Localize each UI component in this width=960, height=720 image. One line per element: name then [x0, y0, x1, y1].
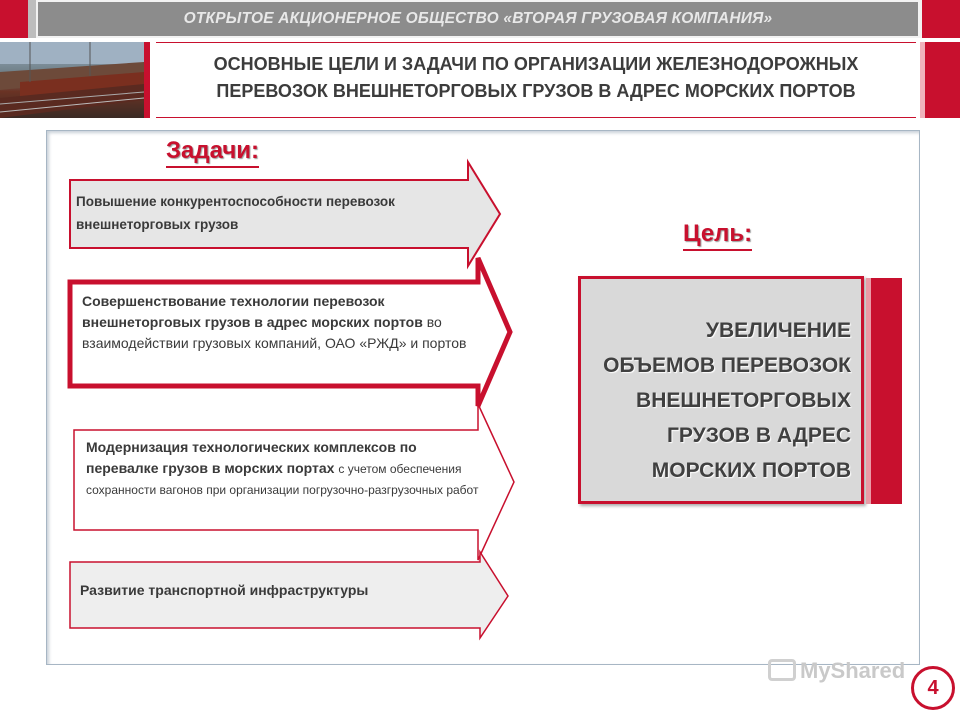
railway-photo	[0, 42, 150, 118]
company-bar	[0, 0, 960, 38]
company-bar-panel	[38, 2, 918, 36]
header-right-accent	[920, 42, 960, 118]
goal-line-5: МОРСКИХ ПОРТОВ	[651, 459, 851, 482]
watermark	[768, 658, 905, 684]
goal-line-4: ГРУЗОВ В АДРЕС	[667, 424, 851, 447]
company-name: ОТКРЫТОЕ АКЦИОНЕРНОЕ ОБЩЕСТВО «ВТОРАЯ ГРУЗОВАЯ КОМПАНИЯ»	[183, 10, 773, 27]
goal-line-1: УВЕЛИЧЕНИЕ	[705, 319, 851, 342]
tasks-heading: Задачи:	[166, 137, 260, 164]
task-arrow-3	[74, 404, 514, 560]
task-arrow-2	[70, 258, 510, 406]
slide-title-line-2: ПЕРЕВОЗОК ВНЕШНЕТОРГОВЫХ ГРУЗОВ В АДРЕС МОРСКИХ ПОРТОВ	[216, 81, 856, 101]
company-bar-left-accent	[0, 0, 28, 38]
company-bar-left-stripe	[28, 0, 36, 38]
task-text-1: Повышение конкурентоспособности перевозок внешнеторговых грузов	[76, 194, 395, 232]
watermark-text: MyShared	[800, 658, 906, 683]
company-bar-right-accent	[922, 0, 960, 38]
goal-box	[578, 276, 864, 504]
goal-side-bar	[866, 278, 902, 504]
task-arrow-1	[70, 162, 500, 266]
goal-heading: Цель:	[683, 220, 753, 247]
task-text-2-bold: Совершенствование технологии перевозок внешнеторговых грузов в адрес морских портов	[82, 293, 423, 330]
page-number: 4	[911, 666, 955, 710]
goal-line-3: ВНЕШНЕТОРГОВЫХ	[636, 389, 851, 412]
task-text-3-rest: с учетом обеспечения сохранности вагонов при организации погрузочно-разгрузочных работ	[86, 462, 479, 497]
task-text-3	[86, 437, 486, 500]
task-text-2-rest: во взаимодействии грузовых компаний, ОАО «РЖД» и портов	[82, 314, 467, 351]
slide-title-line-1: ОСНОВНЫЕ ЦЕЛИ И ЗАДАЧИ ПО ОРГАНИЗАЦИИ ЖЕЛЕЗНОДОРОЖНЫХ	[213, 54, 859, 74]
goal-line-2: ОБЪЕМОВ ПЕРЕВОЗОК	[603, 354, 851, 377]
task-text-2	[82, 291, 492, 354]
slide-title	[156, 42, 916, 118]
presentation-icon	[768, 659, 796, 681]
task-text-3-bold: Модернизация технологических комплексов по перевалке грузов в морских портах	[86, 439, 417, 476]
railway-image	[0, 42, 144, 118]
task-text-4: Развитие транспортной инфраструктуры	[80, 582, 369, 598]
goal-text	[591, 313, 851, 488]
task-arrow-4	[70, 552, 508, 638]
